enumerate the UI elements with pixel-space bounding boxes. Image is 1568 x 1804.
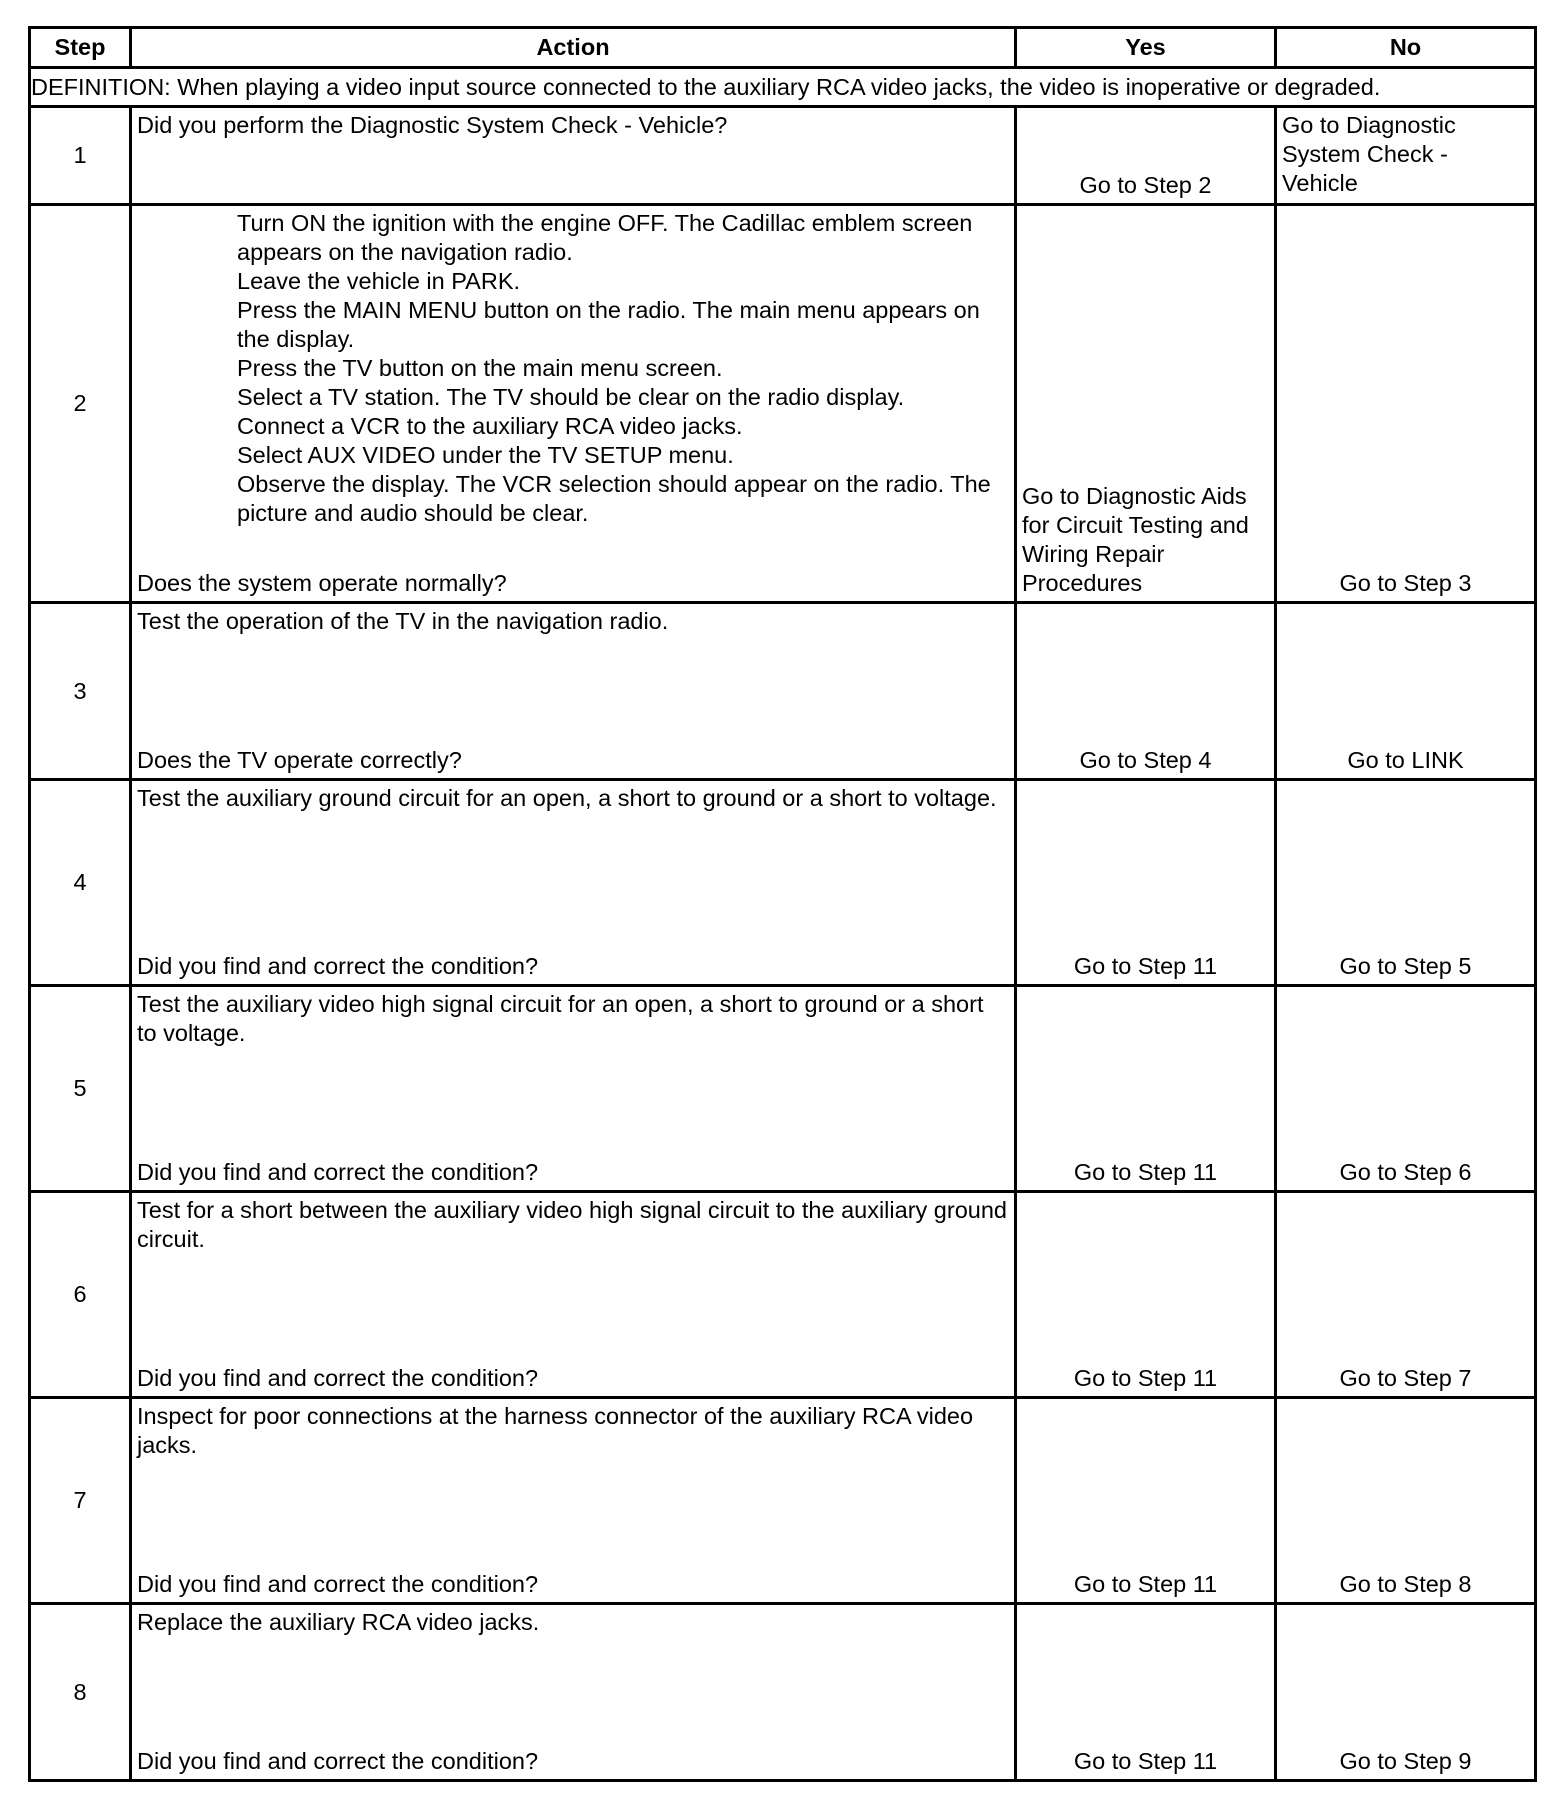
no-link[interactable]: Go to LINK: [1347, 747, 1464, 773]
yes-link[interactable]: Go to Step 11: [1073, 1748, 1218, 1774]
yes-link[interactable]: Go to Step 11: [1073, 1365, 1218, 1391]
action-cell: [131, 986, 1016, 1192]
step-number: 3: [30, 603, 131, 780]
no-cell: [1276, 205, 1536, 603]
question-text: Did you find and correct the condition?: [137, 1365, 539, 1391]
no-cell: [1276, 1604, 1536, 1781]
step-number: 7: [30, 1398, 131, 1604]
table-row: [30, 603, 1536, 780]
instruction-item: Leave the vehicle in PARK.: [237, 268, 521, 294]
action-cell: [131, 1604, 1016, 1781]
yes-link[interactable]: Go to Step 11: [1073, 1571, 1218, 1597]
yes-cell: [1016, 107, 1276, 205]
instruction-item: Select AUX VIDEO under the TV SETUP menu.: [237, 442, 734, 468]
step-number: 6: [30, 1192, 131, 1398]
definition-row: [30, 68, 1536, 107]
action-text: Inspect for poor connections at the harness connector of the auxiliary RCA video jacks.: [137, 1403, 974, 1458]
action-cell: [131, 205, 1016, 603]
header-action: Action: [131, 28, 1016, 68]
header-yes: Yes: [1016, 28, 1276, 68]
table-row: [30, 1192, 1536, 1398]
question-text: Did you find and correct the condition?: [137, 1159, 539, 1185]
diagnostic-table: [28, 26, 1537, 1782]
header-no: No: [1276, 28, 1536, 68]
table-row: [30, 205, 1536, 603]
action-cell: [131, 1192, 1016, 1398]
no-link[interactable]: Go to Step 6: [1339, 1159, 1472, 1185]
no-link[interactable]: Go to Step 5: [1339, 953, 1472, 979]
definition-text: DEFINITION: When playing a video input source connected to the auxiliary RCA video jacks, the video is inoperative or degraded.: [30, 68, 1536, 107]
table-row: [30, 107, 1536, 205]
table-row: [30, 780, 1536, 986]
yes-link[interactable]: Go to Diagnostic Aids for Circuit Testing and Wiring Repair Procedures: [1022, 483, 1249, 596]
action-text: Test the auxiliary video high signal circuit for an open, a short to ground or a short to voltage.: [137, 991, 984, 1046]
instruction-item: Observe the display. The VCR selection should appear on the radio. The picture and audio should be clear.: [237, 471, 991, 526]
instruction-list: [237, 209, 1008, 528]
instruction-item: Turn ON the ignition with the engine OFF. The Cadillac emblem screen appears on the navigation radio.: [237, 210, 973, 265]
header-step: Step: [30, 28, 131, 68]
no-cell: [1276, 1398, 1536, 1604]
no-link[interactable]: Go to Step 3: [1339, 570, 1472, 596]
action-cell: [131, 1398, 1016, 1604]
instruction-item: Select a TV station. The TV should be clear on the radio display.: [237, 384, 905, 410]
instruction-item: Connect a VCR to the auxiliary RCA video jacks.: [237, 413, 743, 439]
no-cell: [1276, 603, 1536, 780]
no-link[interactable]: Go to Diagnostic System Check - Vehicle: [1282, 112, 1456, 196]
question-text: Does the TV operate correctly?: [137, 747, 462, 773]
table-row: [30, 1604, 1536, 1781]
yes-cell: [1016, 780, 1276, 986]
action-text: Test for a short between the auxiliary video high signal circuit to the auxiliary ground circuit.: [137, 1197, 1007, 1252]
question-text: Did you find and correct the condition?: [137, 953, 539, 979]
step-number: 8: [30, 1604, 131, 1781]
yes-cell: [1016, 603, 1276, 780]
table-row: [30, 1398, 1536, 1604]
instruction-item: Press the TV button on the main menu screen.: [237, 355, 723, 381]
question-text: Did you find and correct the condition?: [137, 1571, 539, 1597]
no-link[interactable]: Go to Step 8: [1339, 1571, 1472, 1597]
action-text: Test the operation of the TV in the navigation radio.: [137, 608, 669, 634]
no-cell: [1276, 986, 1536, 1192]
table-row: [30, 986, 1536, 1192]
yes-cell: [1016, 205, 1276, 603]
step-number: 4: [30, 780, 131, 986]
action-cell: [131, 780, 1016, 986]
yes-cell: [1016, 1398, 1276, 1604]
step-number: 5: [30, 986, 131, 1192]
action-cell: [131, 603, 1016, 780]
step-number: 2: [30, 205, 131, 603]
action-text: Test the auxiliary ground circuit for an open, a short to ground or a short to voltage.: [137, 785, 997, 811]
yes-cell: [1016, 1192, 1276, 1398]
header-row: [30, 28, 1536, 68]
yes-link[interactable]: Go to Step 11: [1073, 1159, 1218, 1185]
question-text: Did you find and correct the condition?: [137, 1748, 539, 1774]
action-text: Replace the auxiliary RCA video jacks.: [137, 1609, 540, 1635]
no-cell: [1276, 107, 1536, 205]
action-text: Did you perform the Diagnostic System Check - Vehicle?: [137, 112, 728, 138]
no-cell: [1276, 1192, 1536, 1398]
no-cell: [1276, 780, 1536, 986]
question-text: Does the system operate normally?: [137, 570, 507, 596]
yes-link[interactable]: Go to Step 2: [1079, 172, 1212, 198]
step-number: 1: [30, 107, 131, 205]
yes-link[interactable]: Go to Step 4: [1079, 747, 1212, 773]
instruction-item: Press the MAIN MENU button on the radio. The main menu appears on the display.: [237, 297, 980, 352]
yes-link[interactable]: Go to Step 11: [1073, 953, 1218, 979]
no-link[interactable]: Go to Step 9: [1339, 1748, 1472, 1774]
action-cell: [131, 107, 1016, 205]
yes-cell: [1016, 1604, 1276, 1781]
yes-cell: [1016, 986, 1276, 1192]
no-link[interactable]: Go to Step 7: [1339, 1365, 1472, 1391]
